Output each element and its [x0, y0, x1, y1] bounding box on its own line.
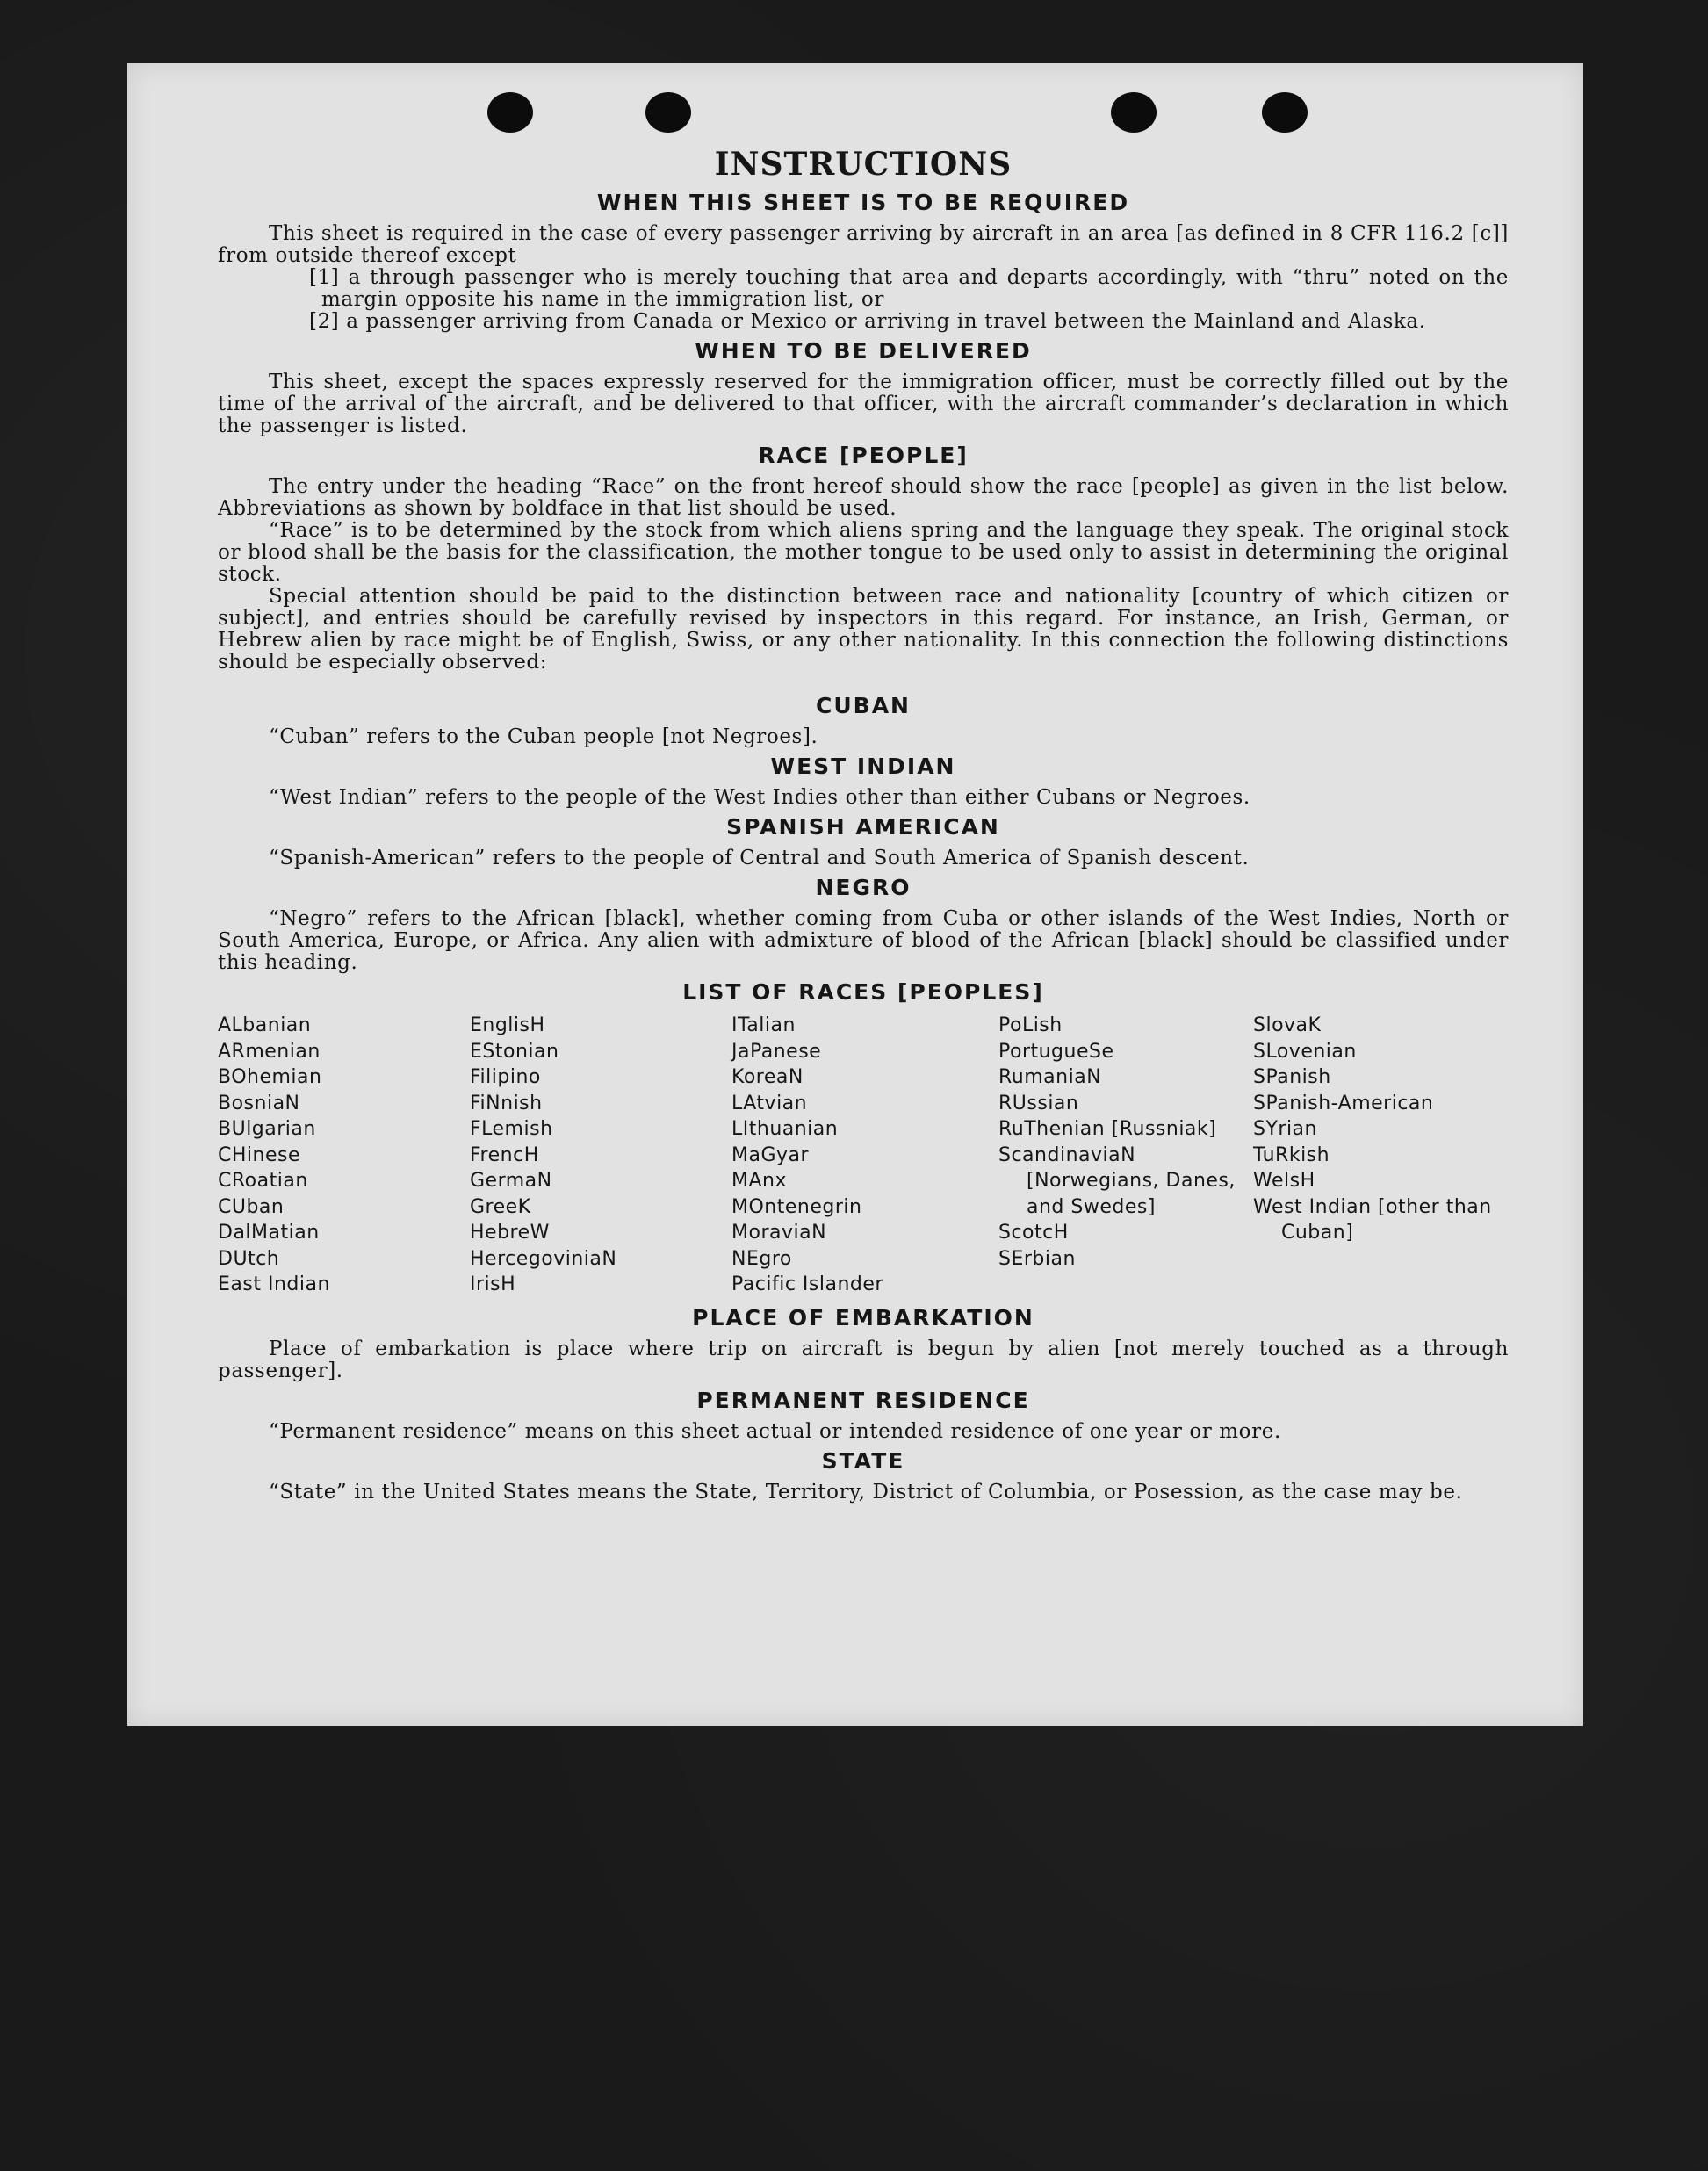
spanish-american-text: “Spanish-American” refers to the people of Central and South America of Spanish descent.	[269, 847, 1250, 869]
race-entry: EStonian	[470, 1040, 559, 1063]
race-entry: FLemish	[470, 1118, 553, 1140]
race-entry: SYrian	[1253, 1118, 1317, 1140]
race-entry: DUtch	[218, 1247, 280, 1270]
race-entry: RumaniaN	[998, 1066, 1102, 1088]
race-entry: West Indian [other than Cuban]	[1253, 1195, 1492, 1244]
race-entry: ITalian	[731, 1014, 796, 1036]
heading-west-indian: WEST INDIAN	[770, 754, 956, 779]
heading-permanent-residence: PERMANENT RESIDENCE	[696, 1387, 1030, 1413]
document-sheet	[127, 63, 1583, 1726]
race-entry: EnglisH	[470, 1014, 545, 1036]
race-entry: East Indian	[218, 1273, 330, 1295]
race-paragraph-2: “Race” is to be determined by the stock from which aliens spring and the language they speak. The original stock or blood shall be the basis for the classification, the mother tongue to be used only to assist in determining the original stock.	[218, 519, 1509, 586]
heading-when-required: WHEN THIS SHEET IS TO BE REQUIRED	[596, 190, 1130, 215]
negro-text: “Negro” refers to the African [black], whether coming from Cuba or other islands of the West Indies, North or South America, Europe, or Africa. Any alien with admixture of blood of the African [black] should be classified under this heading.	[218, 907, 1509, 974]
races-column	[998, 1013, 1253, 1298]
when-required-item-2: [2] a passenger arriving from Canada or Mexico or arriving in travel between the Mainland and Alaska.	[309, 310, 1426, 333]
race-entry: DalMatian	[218, 1222, 320, 1244]
race-paragraph-1: The entry under the heading “Race” on the front hereof should show the race [people] as given in the list below. Abbreviations as shown by boldface in that list should be used.	[218, 475, 1509, 520]
race-entry: JaPanese	[731, 1040, 822, 1063]
race-entry: SPanish-American	[1253, 1092, 1434, 1114]
race-entry: LIthuanian	[731, 1118, 839, 1140]
when-required-intro: This sheet is required in the case of every passenger arriving by aircraft in an area [as defined in 8 CFR 116.2 [c]] from outside thereof except	[218, 222, 1509, 267]
race-entry: SErbian	[998, 1247, 1076, 1270]
race-entry: BOhemian	[218, 1066, 322, 1088]
heading-embarkation: PLACE OF EMBARKATION	[692, 1304, 1034, 1331]
race-entry: KoreaN	[731, 1066, 804, 1088]
heading-state: STATE	[821, 1447, 905, 1474]
race-entry: Pacific Islander	[731, 1273, 883, 1295]
heading-cuban: CUBAN	[816, 693, 911, 718]
west-indian-text: “West Indian” refers to the people of the West Indies other than either Cubans or Negroes.	[269, 786, 1250, 809]
when-required-item-1: [1] a through passenger who is merely touching that area and departs accordingly, with “thru” noted on the margin opposite his name in the immigration list, or	[309, 266, 1509, 311]
race-entry: MAnx	[731, 1170, 787, 1192]
race-entry: SLovenian	[1253, 1040, 1357, 1063]
cuban-text: “Cuban” refers to the Cuban people [not Negroes].	[269, 725, 818, 748]
punch-hole	[487, 92, 533, 133]
race-entry: CRoatian	[218, 1170, 308, 1192]
race-entry: PortugueSe	[998, 1040, 1114, 1063]
race-entry: BUlgarian	[218, 1118, 316, 1140]
race-entry: MoraviaN	[731, 1222, 827, 1244]
heading-negro: NEGRO	[815, 875, 912, 900]
race-entry: CUban	[218, 1195, 285, 1218]
when-delivered-text: This sheet, except the spaces expressly reserved for the immigration officer, must be correctly filled out by the time of the arrival of the aircraft, and be delivered to that officer, with the aircraft commander’s declaration in which the passenger is listed.	[218, 371, 1509, 437]
race-entry: RUssian	[998, 1092, 1079, 1114]
race-entry: FrencH	[470, 1143, 539, 1166]
punch-hole	[645, 92, 691, 133]
race-entry: BosniaN	[218, 1092, 300, 1114]
race-paragraph-3: Special attention should be paid to the distinction between race and nationality [country of which citizen or subject], and entries should be carefully revised by inspectors in this regard. For instance, an Irish, German, or Hebrew alien by race might be of English, Swiss, or any other nationality. In this connection the following distinctions should be especially observed:	[218, 585, 1509, 674]
race-entry: Filipino	[470, 1066, 541, 1088]
race-entry: FiNnish	[470, 1092, 543, 1114]
punch-hole	[1111, 92, 1157, 133]
instructions-content	[218, 144, 1509, 1504]
heading-list-of-races: LIST OF RACES [PEOPLES]	[682, 979, 1044, 1005]
race-entry: HebreW	[470, 1222, 550, 1244]
heading-spanish-american: SPANISH AMERICAN	[726, 814, 1000, 840]
state-text: “State” in the United States means the State, Territory, District of Columbia, or Posession, as the case may be.	[269, 1480, 1463, 1504]
race-entry: SPanish	[1253, 1066, 1331, 1088]
races-column	[218, 1013, 470, 1298]
race-entry: ALbanian	[218, 1014, 312, 1036]
permanent-residence-text: “Permanent residence” means on this sheet actual or intended residence of one year or more.	[269, 1419, 1281, 1443]
races-column	[731, 1013, 998, 1298]
race-entry: SlovaK	[1253, 1014, 1322, 1036]
punch-hole	[1262, 92, 1308, 133]
race-entry: IrisH	[470, 1273, 516, 1295]
race-entry: ARmenian	[218, 1040, 321, 1063]
race-entry: WelsH	[1253, 1170, 1315, 1192]
embarkation-text: Place of embarkation is place where trip on aircraft is begun by alien [not merely touched as a through passenger].	[218, 1337, 1509, 1382]
race-entry: TuRkish	[1253, 1143, 1330, 1166]
races-column	[1253, 1013, 1509, 1298]
race-entry: NEgro	[731, 1247, 792, 1270]
race-entry: RuThenian [Russniak]	[998, 1118, 1217, 1140]
race-entry: LAtvian	[731, 1092, 808, 1114]
race-entry: MaGyar	[731, 1143, 810, 1166]
heading-when-delivered: WHEN TO BE DELIVERED	[695, 338, 1032, 364]
races-list	[218, 1013, 1509, 1298]
race-entry: MOntenegrin	[731, 1195, 862, 1218]
race-entry: GermaN	[470, 1170, 552, 1192]
race-entry: ScandinaviaN [Norwegians, Danes, and Swedes]	[998, 1143, 1236, 1218]
race-entry: ScotcH	[998, 1222, 1069, 1244]
races-column	[470, 1013, 731, 1298]
heading-race: RACE [PEOPLE]	[758, 443, 969, 468]
race-entry: PoLish	[998, 1014, 1063, 1036]
page-title: INSTRUCTIONS	[714, 146, 1013, 183]
race-entry: GreeK	[470, 1195, 531, 1218]
race-entry: HercegoviniaN	[470, 1247, 617, 1270]
race-entry: CHinese	[218, 1143, 300, 1166]
